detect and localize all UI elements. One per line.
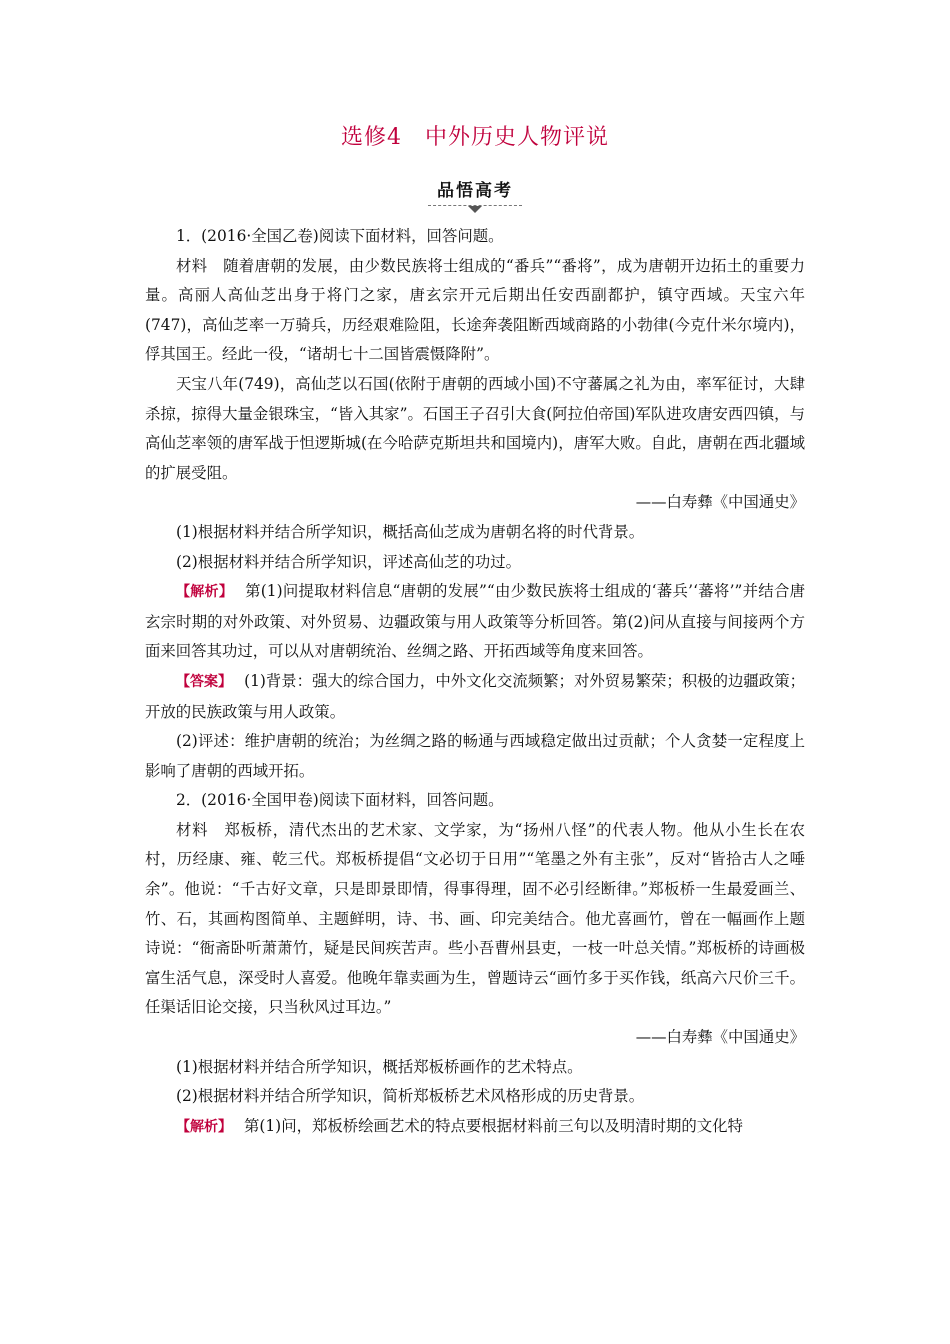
section-label — [428, 176, 522, 213]
q1-analysis-text: 第(1)问提取材料信息“唐朝的发展”“由少数民族将士组成的‘蕃兵’‘蕃将’”并结合唐玄宗时期的对外政策、对外贸易、边疆政策与用人政策等分析回答。第(2)问从直接与间接两个方面来回答其功过，可以从对唐朝统治、丝绸之路、开拓西域等角度来回答。 — [145, 582, 806, 661]
q2-stem: 2．(2016·全国甲卷)阅读下面材料，回答问题。 — [176, 791, 504, 810]
q2-analysis-text: 第(1)问，郑板桥绘画艺术的特点要根据材料前三句以及明清时期的文化特 — [244, 1116, 743, 1135]
answer-tag: 【答案】 — [176, 673, 233, 690]
q1-analysis — [145, 577, 805, 667]
analysis-tag: 【解析】 — [176, 584, 234, 601]
q2-source: ——白寿彝《中国通史》 — [635, 1028, 805, 1047]
q2-subquestion-2: (2)根据材料并结合所学知识，简析郑板桥艺术风格形成的历史背景。 — [176, 1087, 645, 1106]
q2-analysis — [145, 1112, 805, 1143]
q1-subquestion-1: (1)根据材料并结合所学知识，概括高仙芝成为唐朝名将的时代背景。 — [176, 522, 645, 541]
q2-subquestion-1: (1)根据材料并结合所学知识，概括郑板桥画作的艺术特点。 — [176, 1057, 583, 1076]
analysis-tag: 【解析】 — [176, 1118, 232, 1135]
q1-stem: 1．(2016·全国乙卷)阅读下面材料，回答问题。 — [176, 227, 504, 245]
q1-answer-1-text: (1)背景：强大的综合国力，中外文化交流频繁；对外贸易繁荣；积极的边疆政策；开放的民族政策与用人政策。 — [145, 671, 805, 721]
q1-source: ——白寿彝《中国通史》 — [635, 493, 805, 512]
q1-answer-1 — [145, 667, 805, 727]
q1-material-p1: 材料 随着唐朝的发展，由少数民族将士组成的“番兵”“番将”，成为唐朝开边拓土的重要力量。高丽人高仙芝出身于将门之家，唐玄宗开元后期出任安西副都护，镇守西域。天宝六年(747)，高仙芝率一万骑兵，历经艰难险阻，长途奔袭阻断西域商路的小勃律(今克什米尔境内)，俘其国王。经此一役，“诸胡七十二国皆震慑降附”。 — [145, 256, 805, 364]
q1-subquestion-2: (2)根据材料并结合所学知识，评述高仙芝的功过。 — [176, 552, 522, 571]
triangle-down-icon — [468, 206, 482, 213]
section-label-text: 品悟高考 — [437, 181, 513, 201]
q2-material: 材料 郑板桥，清代杰出的艺术家、文学家，为“扬州八怪”的代表人物。他从小生长在农村，历经康、雍、乾三代。郑板桥提倡“文必切于日用”“笔墨之外有主张”，反对“皆拾古人之唾余”。他说：“千古好文章，只是即景即情，得事得理，固不必引经断律。”郑板桥一生最爱画兰、竹、石，其画构图简单、主题鲜明，诗、书、画、印完美结合。他尤喜画竹，曾在一幅画作上题诗说：“衙斋卧听萧萧竹，疑是民间疾苦声。些小吾曹州县吏，一枝一叶总关情。”郑板桥的诗画极富生活气息，深受时人喜爱。他晚年靠卖画为生，曾题诗云“画竹多于买作钱，纸高六尺价三千。任渠话旧论交接，只当秋风过耳边。” — [145, 820, 805, 1017]
q1-answer-2: (2)评述：维护唐朝的统治；为丝绸之路的畅通与西域稳定做出过贡献；个人贪婪一定程度上影响了唐朝的西域开拓。 — [145, 732, 805, 780]
document-body — [145, 222, 805, 1142]
page-title: 选修4 中外历史人物评说 — [341, 125, 609, 150]
q1-material-p2: 天宝八年(749)，高仙芝以石国(依附于唐朝的西域小国)不守蕃属之礼为由，率军征讨，大肆杀掠，掠得大量金银珠宝，“皆入其家”。石国王子召引大食(阿拉伯帝国)军队进攻唐安西四镇，与高仙芝率领的唐军战于怛逻斯城(在今哈萨克斯坦共和国境内)，唐军大败。自此，唐朝在西北疆域的扩展受阻。 — [145, 374, 805, 482]
